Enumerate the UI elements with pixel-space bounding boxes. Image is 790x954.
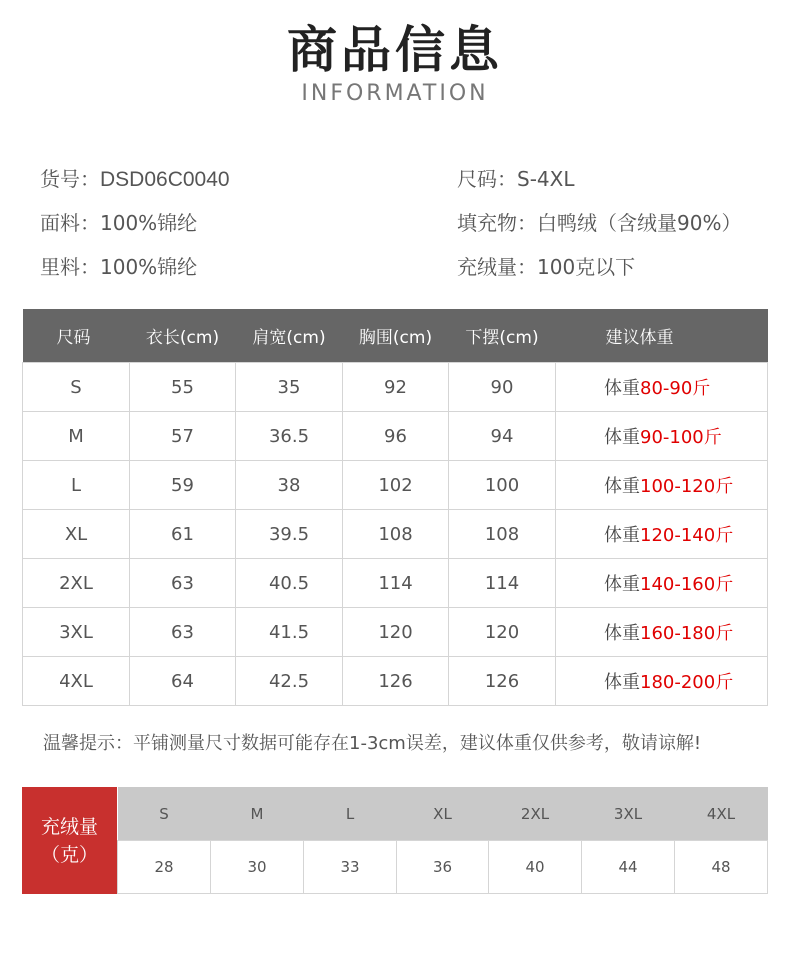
down-fill-label bbox=[22, 787, 117, 894]
down-size-header: S bbox=[118, 787, 211, 841]
chest-cell: 102 bbox=[343, 461, 449, 510]
size-range-row bbox=[457, 166, 574, 192]
shoulder-cell: 36.5 bbox=[236, 412, 343, 461]
hem-cell: 108 bbox=[449, 510, 556, 559]
weight-range: 100-120斤 bbox=[640, 476, 734, 497]
down-fill-label-line2: （克） bbox=[40, 843, 98, 866]
weight-range: 90-100斤 bbox=[640, 427, 722, 448]
weight-cell bbox=[556, 412, 768, 461]
measurement-notice: 温馨提示：平铺测量尺寸数据可能存在1-3cm误差，建议体重仅供参考，敬请谅解! bbox=[43, 733, 702, 754]
chest-cell: 114 bbox=[343, 559, 449, 608]
size-cell: 3XL bbox=[23, 608, 130, 657]
shoulder-cell: 40.5 bbox=[236, 559, 343, 608]
weight-range: 120-140斤 bbox=[640, 525, 734, 546]
weight-prefix: 体重 bbox=[604, 476, 640, 497]
down-fill-value: 44 bbox=[582, 841, 675, 894]
shoulder-cell: 35 bbox=[236, 363, 343, 412]
weight-range: 180-200斤 bbox=[640, 672, 734, 693]
weight-cell bbox=[556, 461, 768, 510]
hem-cell: 126 bbox=[449, 657, 556, 706]
hem-cell: 120 bbox=[449, 608, 556, 657]
length-cell: 59 bbox=[130, 461, 236, 510]
item-number-value: DSD06C0040 bbox=[100, 168, 230, 191]
size-row bbox=[23, 559, 768, 608]
length-cell: 64 bbox=[130, 657, 236, 706]
length-cell: 55 bbox=[130, 363, 236, 412]
fabric-value: 100%锦纶 bbox=[100, 211, 198, 235]
length-cell: 61 bbox=[130, 510, 236, 559]
fill-amount-label: 充绒量： bbox=[457, 255, 537, 279]
header-length: 衣长(cm) bbox=[130, 309, 236, 363]
length-cell: 57 bbox=[130, 412, 236, 461]
down-size-header: 4XL bbox=[675, 787, 768, 841]
size-row bbox=[23, 461, 768, 510]
shoulder-cell: 39.5 bbox=[236, 510, 343, 559]
size-row bbox=[23, 510, 768, 559]
size-range-label: 尺码： bbox=[457, 167, 517, 191]
size-cell: L bbox=[23, 461, 130, 510]
size-row bbox=[23, 608, 768, 657]
down-fill-value: 33 bbox=[304, 841, 397, 894]
fill-amount-value: 100克以下 bbox=[537, 255, 636, 279]
page-subtitle: INFORMATION bbox=[301, 81, 489, 106]
down-fill-value: 30 bbox=[211, 841, 304, 894]
weight-cell bbox=[556, 510, 768, 559]
filling-label: 填充物： bbox=[457, 211, 537, 235]
filling-value: 白鸭绒（含绒量90%） bbox=[537, 211, 742, 235]
lining-value: 100%锦纶 bbox=[100, 255, 198, 279]
item-number-label: 货号： bbox=[40, 167, 100, 191]
chest-cell: 126 bbox=[343, 657, 449, 706]
header-shoulder: 肩宽(cm) bbox=[236, 309, 343, 363]
size-row bbox=[23, 363, 768, 412]
weight-cell bbox=[556, 363, 768, 412]
down-size-header: XL bbox=[397, 787, 489, 841]
filling-row bbox=[457, 210, 741, 236]
shoulder-cell: 42.5 bbox=[236, 657, 343, 706]
down-size-header: 2XL bbox=[489, 787, 582, 841]
down-fill-header-row bbox=[118, 787, 768, 841]
down-size-header: M bbox=[211, 787, 304, 841]
down-fill-label-line1: 充绒量 bbox=[40, 815, 98, 838]
down-fill-block bbox=[22, 787, 767, 894]
header-hem: 下摆(cm) bbox=[449, 309, 556, 363]
weight-cell bbox=[556, 657, 768, 706]
fill-amount-row bbox=[457, 254, 635, 280]
hem-cell: 114 bbox=[449, 559, 556, 608]
fabric-row bbox=[40, 210, 197, 236]
item-number-row bbox=[40, 166, 230, 193]
page-title: 商品信息 bbox=[287, 21, 503, 79]
size-chart-header-row bbox=[23, 309, 768, 363]
down-fill-value: 28 bbox=[118, 841, 211, 894]
chest-cell: 92 bbox=[343, 363, 449, 412]
weight-range: 80-90斤 bbox=[640, 378, 711, 399]
hem-cell: 100 bbox=[449, 461, 556, 510]
size-row bbox=[23, 657, 768, 706]
hem-cell: 94 bbox=[449, 412, 556, 461]
weight-prefix: 体重 bbox=[604, 525, 640, 546]
size-row bbox=[23, 412, 768, 461]
lining-label: 里料： bbox=[40, 255, 100, 279]
chest-cell: 96 bbox=[343, 412, 449, 461]
header-chest: 胸围(cm) bbox=[343, 309, 449, 363]
shoulder-cell: 38 bbox=[236, 461, 343, 510]
weight-prefix: 体重 bbox=[604, 574, 640, 595]
down-fill-table bbox=[117, 787, 768, 894]
down-size-header: 3XL bbox=[582, 787, 675, 841]
lining-row bbox=[40, 254, 197, 280]
weight-prefix: 体重 bbox=[604, 672, 640, 693]
down-fill-value: 36 bbox=[397, 841, 489, 894]
weight-cell bbox=[556, 608, 768, 657]
length-cell: 63 bbox=[130, 559, 236, 608]
weight-prefix: 体重 bbox=[604, 378, 640, 399]
weight-prefix: 体重 bbox=[604, 427, 640, 448]
size-chart-table bbox=[22, 309, 768, 706]
header-size: 尺码 bbox=[23, 309, 130, 363]
down-fill-value: 48 bbox=[675, 841, 768, 894]
weight-prefix: 体重 bbox=[604, 623, 640, 644]
size-cell: S bbox=[23, 363, 130, 412]
weight-range: 160-180斤 bbox=[640, 623, 734, 644]
size-cell: M bbox=[23, 412, 130, 461]
fabric-label: 面料： bbox=[40, 211, 100, 235]
down-fill-value: 40 bbox=[489, 841, 582, 894]
size-range-value: S-4XL bbox=[517, 167, 575, 191]
length-cell: 63 bbox=[130, 608, 236, 657]
hem-cell: 90 bbox=[449, 363, 556, 412]
chest-cell: 120 bbox=[343, 608, 449, 657]
size-cell: XL bbox=[23, 510, 130, 559]
weight-cell bbox=[556, 559, 768, 608]
shoulder-cell: 41.5 bbox=[236, 608, 343, 657]
size-cell: 2XL bbox=[23, 559, 130, 608]
down-size-header: L bbox=[304, 787, 397, 841]
chest-cell: 108 bbox=[343, 510, 449, 559]
weight-range: 140-160斤 bbox=[640, 574, 734, 595]
size-cell: 4XL bbox=[23, 657, 130, 706]
down-fill-values-row bbox=[118, 841, 768, 894]
header-weight: 建议体重 bbox=[556, 309, 768, 363]
